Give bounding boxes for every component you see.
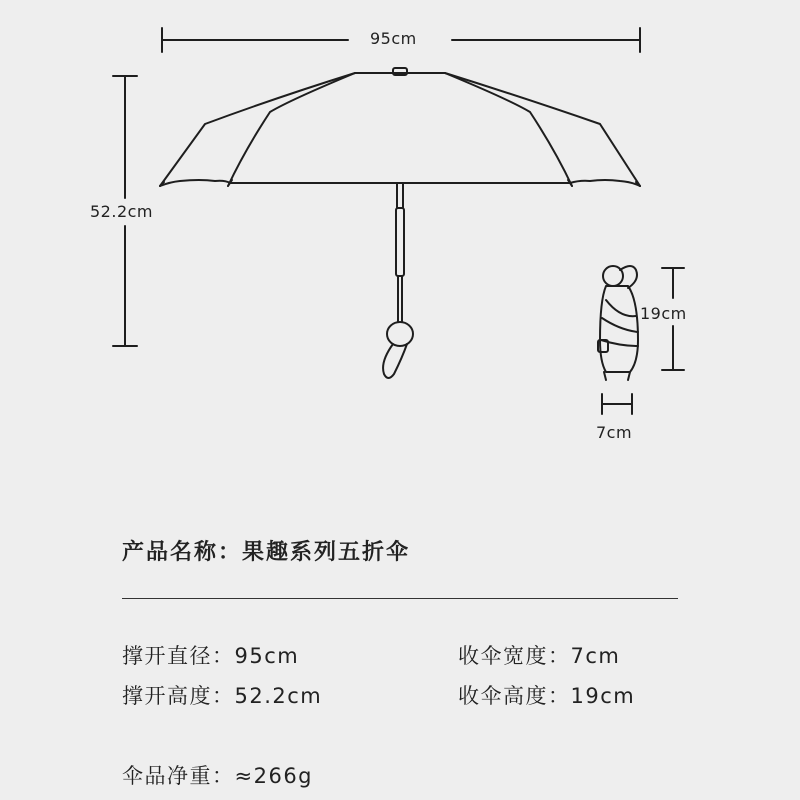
spec-net-weight: 伞品净重：≈266g	[122, 764, 314, 788]
folded-length-label: 19cm	[640, 304, 687, 323]
spec-folded-width: 收伞宽度：7cm	[458, 644, 621, 668]
spec-open-height: 撑开高度：52.2cm	[122, 684, 323, 708]
open-diameter-label: 95cm	[370, 29, 417, 48]
spec-folded-height: 收伞高度：19cm	[458, 684, 636, 708]
spec-open-diameter: 撑开直径：95cm	[122, 644, 300, 668]
product-name: 产品名称：果趣系列五折伞	[122, 540, 411, 565]
open-height-label: 52.2cm	[90, 202, 154, 221]
divider	[122, 598, 678, 599]
folded-width-label: 7cm	[596, 423, 633, 442]
